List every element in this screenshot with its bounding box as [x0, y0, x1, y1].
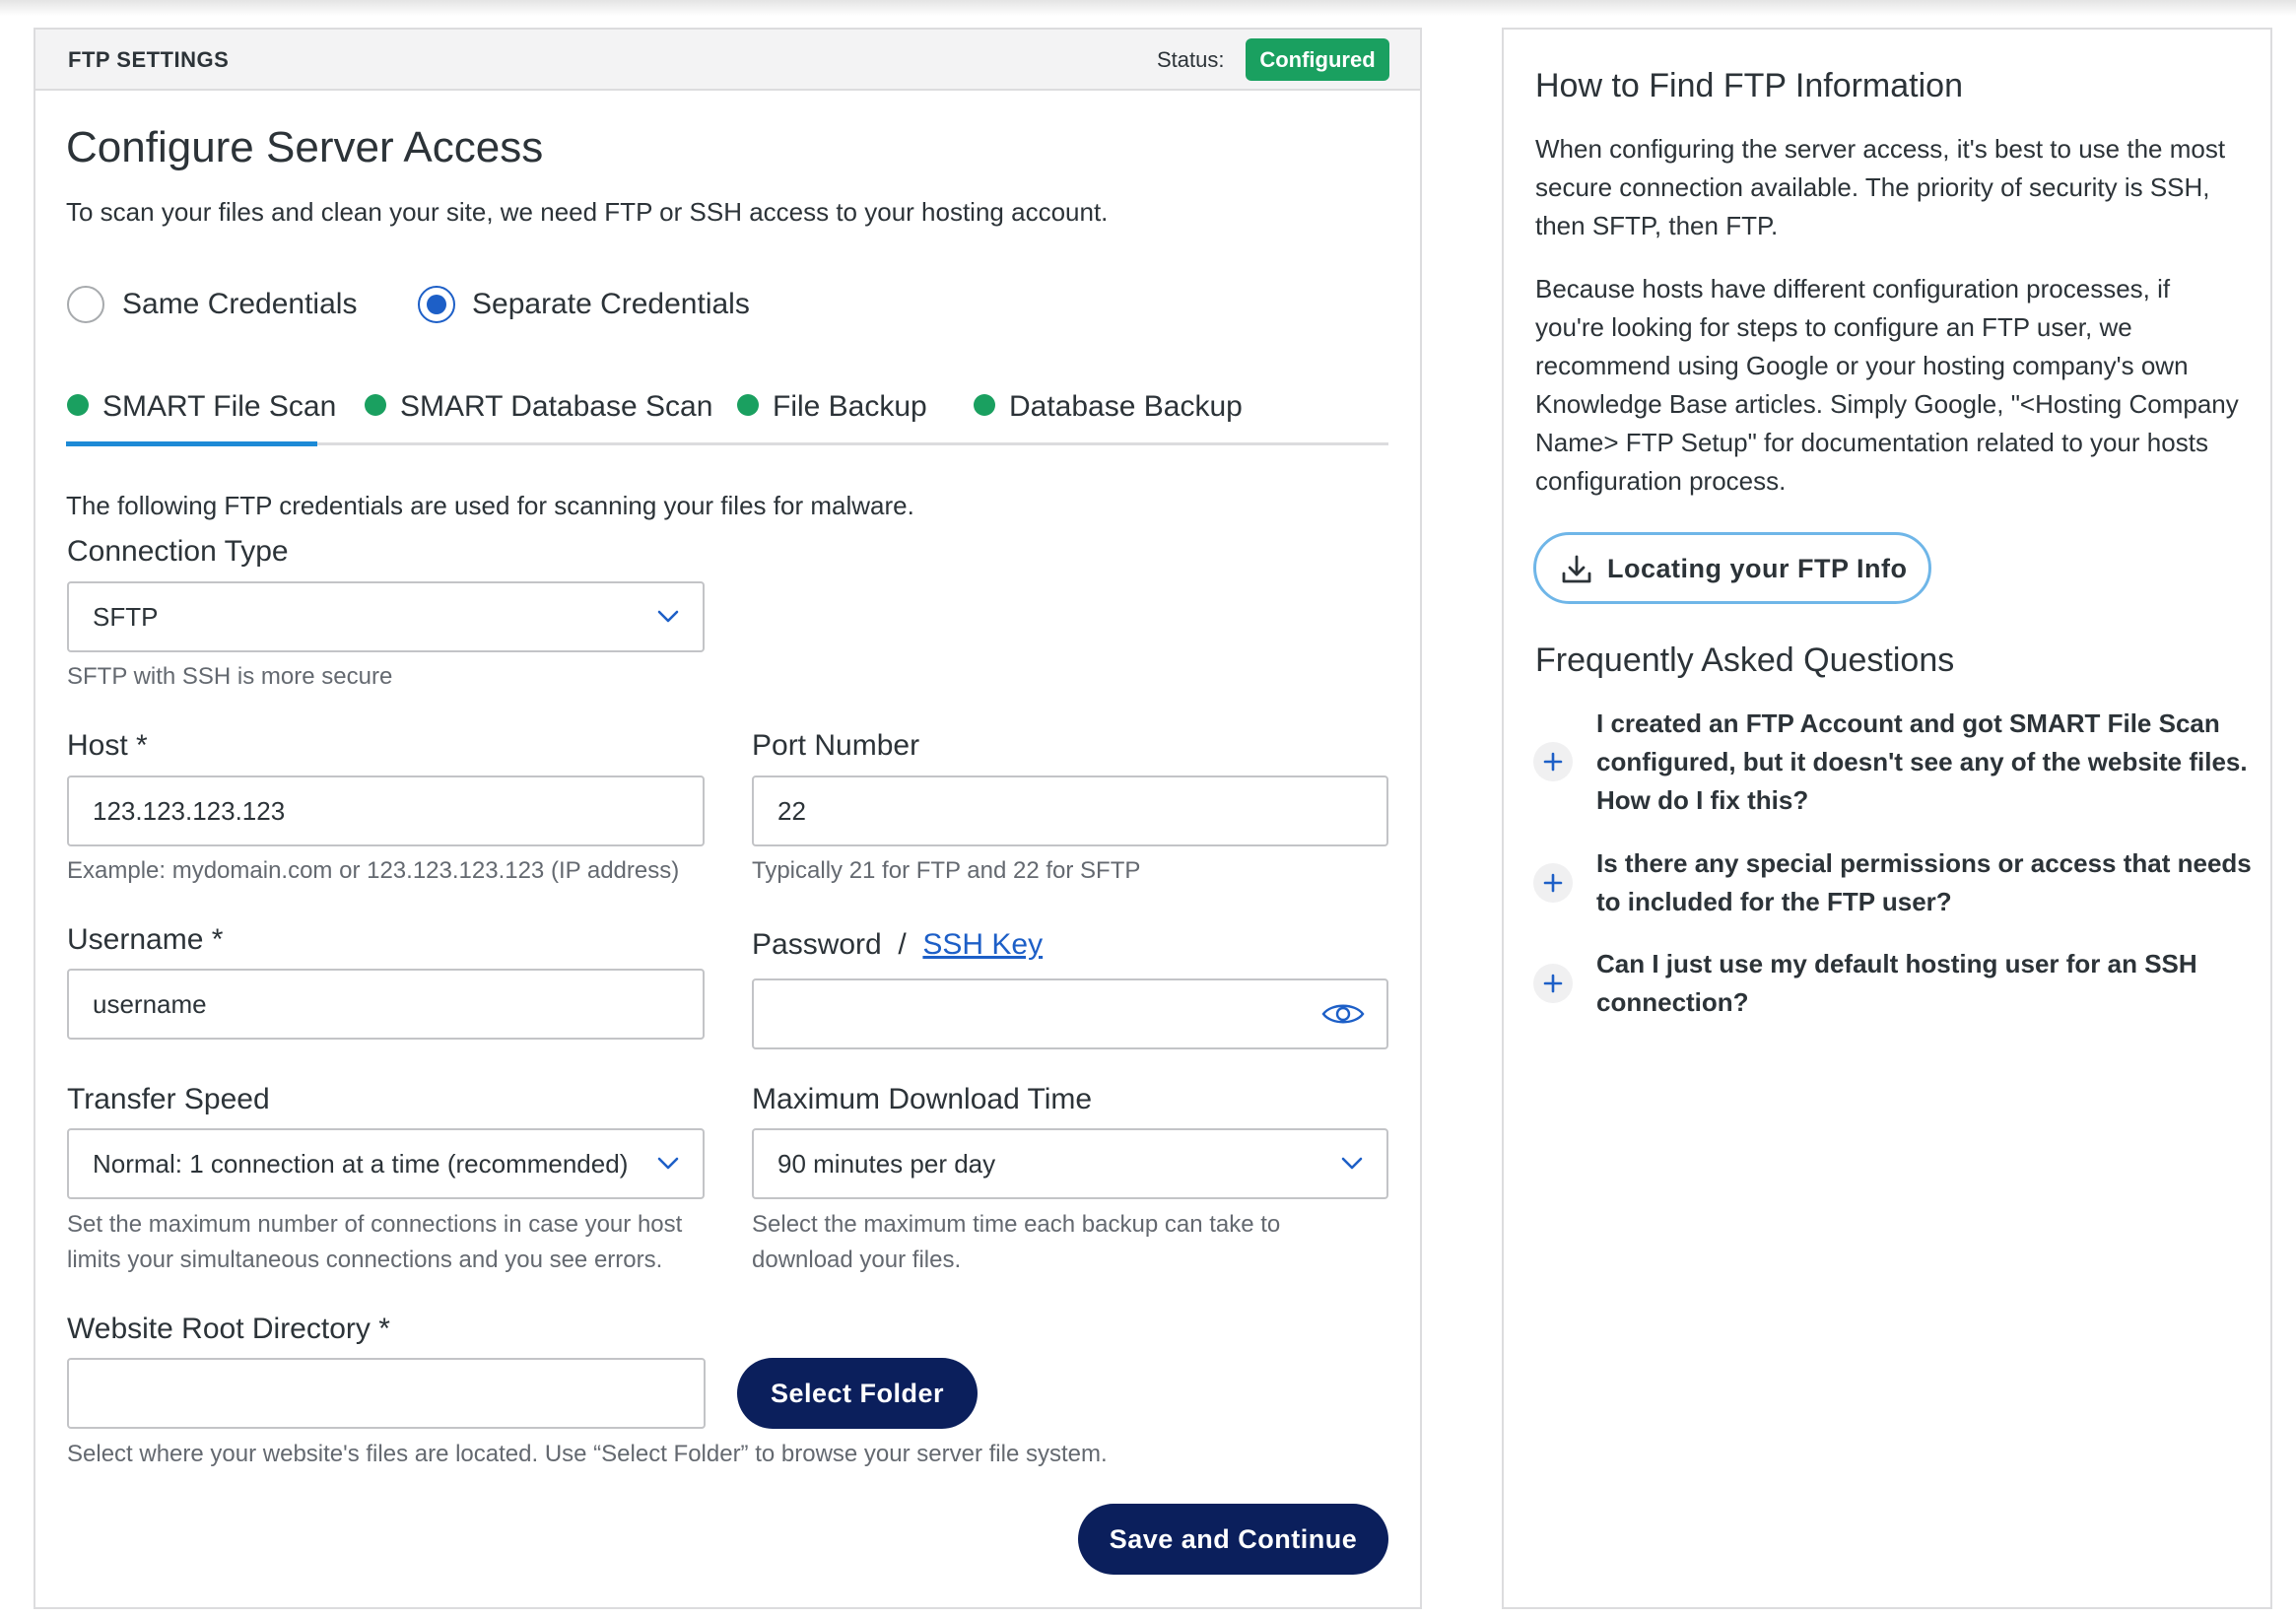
transfer-speed-select[interactable] [67, 1128, 705, 1199]
credentials-description: The following FTP credentials are used for scanning your files for malware. [66, 491, 914, 520]
status-dot-icon [67, 394, 89, 416]
port-label: Port Number [752, 729, 920, 762]
status-label: Status: [1157, 47, 1225, 72]
required-asterisk: * [136, 729, 148, 762]
tab-label: Database Backup [1009, 390, 1243, 423]
faq-question-line: to included for the FTP user? [1596, 887, 1952, 916]
host-value: 123.123.123.123 [93, 796, 286, 826]
host-label-text: Host [67, 729, 128, 762]
sidebar-paragraph-2-line: you're looking for steps to configure an FTP user, we [1535, 312, 2132, 342]
faq-question[interactable] [1596, 844, 2266, 921]
faq-question[interactable] [1596, 945, 2266, 1022]
password-label: Password [752, 928, 882, 961]
page-title: Configure Server Access [66, 123, 544, 171]
faq-question-line: I created an FTP Account and got SMART File Scan [1596, 708, 2220, 738]
sidebar-paragraph-1-line: secure connection available. The priority of security is SSH, [1535, 172, 2210, 202]
active-tab-indicator [66, 441, 317, 446]
top-shadow [0, 0, 2296, 16]
faq-expand-button[interactable] [1533, 863, 1573, 903]
sidebar-paragraph-2-line: configuration process. [1535, 466, 1787, 496]
tab-label: File Backup [773, 390, 927, 423]
same-credentials-radio[interactable] [67, 286, 104, 323]
faq-question-line: configured, but it doesn't see any of the website files. [1596, 747, 2248, 776]
status-dot-icon [365, 394, 386, 416]
chevron-down-icon [655, 603, 681, 629]
transfer-speed-help-1: Set the maximum number of connections in case your host [67, 1211, 683, 1238]
download-time-help-2: download your files. [752, 1247, 962, 1273]
sidebar-paragraph-1 [1535, 130, 2245, 245]
sidebar-paragraph-2-line: recommend using Google or your hosting company's own [1535, 351, 2189, 380]
tab-database-backup[interactable] [974, 390, 1243, 424]
required-asterisk: * [378, 1313, 390, 1345]
port-value: 22 [777, 796, 806, 826]
faq-question-line: Is there any special permissions or access that needs [1596, 848, 2252, 878]
sidebar-title: How to Find FTP Information [1535, 67, 1963, 104]
faq-title: Frequently Asked Questions [1535, 641, 1955, 679]
username-label [67, 923, 223, 957]
card-header-title: FTP SETTINGS [68, 47, 230, 72]
sidebar-paragraph-2-line: Knowledge Base articles. Simply Google, "<Hosting Company [1535, 389, 2239, 419]
connection-type-help: SFTP with SSH is more secure [67, 663, 393, 690]
port-help: Typically 21 for FTP and 22 for SFTP [752, 857, 1141, 884]
connection-type-select[interactable] [67, 581, 705, 652]
sidebar-paragraph-2-line: Name> FTP Setup" for documentation related to your hosts [1535, 428, 2208, 457]
sidebar-paragraph-1-line: then SFTP, then FTP. [1535, 211, 1779, 240]
transfer-speed-help-2: limits your simultaneous connections and you see errors. [67, 1247, 663, 1273]
username-value: username [93, 989, 207, 1019]
same-credentials-label[interactable]: Same Credentials [122, 288, 358, 320]
host-label [67, 729, 148, 763]
separate-credentials-radio[interactable] [418, 286, 455, 323]
download-time-label: Maximum Download Time [752, 1083, 1093, 1115]
root-dir-input[interactable] [67, 1358, 706, 1429]
required-asterisk: * [211, 923, 224, 956]
connection-type-value: SFTP [93, 602, 159, 632]
locating-ftp-info-label: Locating your FTP Info [1607, 554, 1908, 583]
username-label-text: Username [67, 923, 204, 956]
plus-icon [1543, 974, 1563, 993]
status-dot-icon [737, 394, 759, 416]
faq-expand-button[interactable] [1533, 964, 1573, 1003]
root-dir-label-text: Website Root Directory [67, 1313, 371, 1345]
transfer-speed-label: Transfer Speed [67, 1083, 270, 1115]
download-time-select[interactable] [752, 1128, 1388, 1199]
faq-question-line: Can I just use my default hosting user for an SSH [1596, 949, 2197, 978]
tab-label: SMART Database Scan [400, 390, 713, 423]
port-input[interactable] [752, 775, 1388, 846]
tab-label: SMART File Scan [102, 390, 337, 423]
faq-expand-button[interactable] [1533, 742, 1573, 781]
root-dir-label [67, 1313, 390, 1346]
chevron-down-icon [655, 1150, 681, 1176]
password-label-row [752, 928, 1043, 962]
username-input[interactable] [67, 969, 705, 1040]
transfer-speed-value: Normal: 1 connection at a time (recommended) [93, 1149, 629, 1179]
password-separator: / [898, 928, 907, 961]
host-input[interactable] [67, 775, 705, 846]
ssh-key-link[interactable]: SSH Key [922, 928, 1044, 961]
faq-question-line: How do I fix this? [1596, 785, 1809, 815]
chevron-down-icon [1339, 1150, 1365, 1176]
locating-ftp-info-button[interactable] [1533, 532, 1931, 604]
download-icon [1560, 553, 1593, 586]
sidebar-paragraph-2-line: Because hosts have different configuration processes, if [1535, 274, 2171, 303]
separate-credentials-label[interactable]: Separate Credentials [472, 288, 750, 320]
sidebar-paragraph-1-line: When configuring the server access, it's best to use the most [1535, 134, 2226, 164]
download-time-help-1: Select the maximum time each backup can take to [752, 1211, 1281, 1238]
tab-smart-file-scan[interactable] [67, 390, 336, 424]
eye-icon[interactable] [1321, 1000, 1365, 1028]
select-folder-button[interactable]: Select Folder [737, 1358, 978, 1429]
password-input[interactable] [752, 978, 1388, 1049]
card-header [35, 30, 1420, 91]
status-badge: Configured [1246, 38, 1389, 81]
tab-smart-database-scan[interactable] [365, 390, 712, 424]
tab-file-backup[interactable] [737, 390, 927, 424]
connection-type-label: Connection Type [67, 535, 289, 568]
sidebar-paragraph-2 [1535, 270, 2245, 501]
status-dot-icon [974, 394, 995, 416]
plus-icon [1543, 873, 1563, 893]
host-help: Example: mydomain.com or 123.123.123.123 (IP address) [67, 857, 680, 884]
faq-question-line: connection? [1596, 987, 1749, 1017]
root-dir-help: Select where your website's files are located. Use “Select Folder” to browse your server file system. [67, 1441, 1108, 1467]
faq-question[interactable] [1596, 705, 2266, 820]
download-time-value: 90 minutes per day [777, 1149, 996, 1179]
plus-icon [1543, 752, 1563, 772]
intro-text: To scan your files and clean your site, we need FTP or SSH access to your hosting account. [66, 197, 1109, 227]
save-and-continue-button[interactable]: Save and Continue [1078, 1504, 1388, 1575]
